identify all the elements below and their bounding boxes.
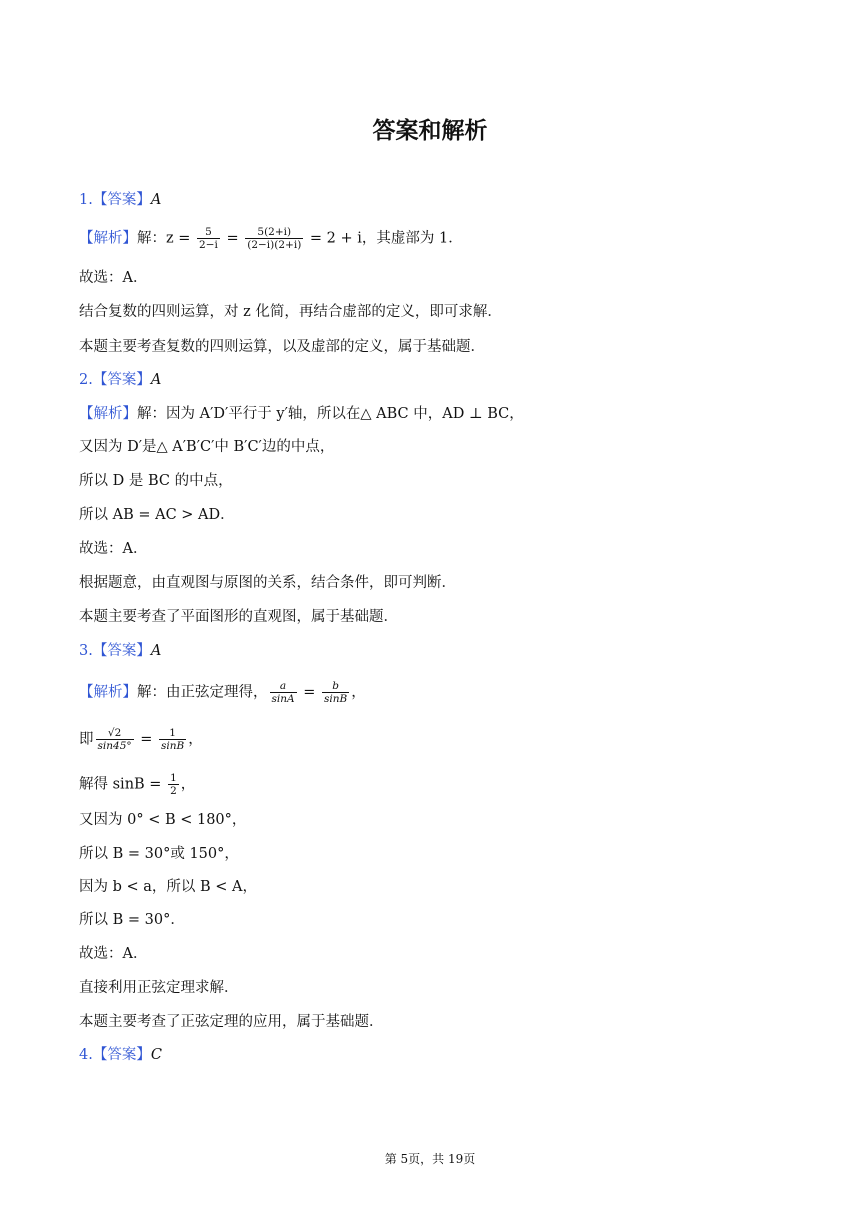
q3-f2-num: b xyxy=(332,680,339,692)
q3-hint: 直接利用正弦定理求解． xyxy=(79,980,239,996)
page-footer: 第 5页，共 19页 xyxy=(384,1152,476,1166)
q1-fraction-2 xyxy=(245,226,303,251)
q3-l3-prefix: 解得 sinB = xyxy=(79,776,167,793)
q3-fraction-2 xyxy=(322,680,349,705)
q3-solution-line-7: 所以 B = 30°． xyxy=(79,912,185,928)
q3-solution-line-5: 所以 B = 30°或 150°， xyxy=(79,846,239,862)
q1-comment: 本题主要考查复数的四则运算，以及虚部的定义，属于基础题． xyxy=(79,339,485,355)
q2-answer-line xyxy=(79,370,161,390)
q3-solution-line-6: 因为 b < a，所以 B < A， xyxy=(79,879,258,895)
q2-answer-tag: 【答案】 xyxy=(92,372,151,388)
q3-f4-num: 1 xyxy=(169,727,176,739)
q1-f1-num: 5 xyxy=(205,226,212,238)
q1-f2-den: (2−i)(2+i) xyxy=(247,239,302,251)
q3-eq: = xyxy=(298,684,320,701)
q3-choice: 故选：A． xyxy=(79,946,148,962)
q3-l2-suffix: ， xyxy=(188,731,203,748)
q1-answer: A xyxy=(150,192,162,208)
q2-solution-line-1 xyxy=(79,404,524,424)
q2-line1: 解：因为 A′D′平行于 y′轴，所以在△ ABC 中，AD ⊥ BC， xyxy=(137,406,524,422)
q3-solution-line-3 xyxy=(79,772,195,797)
q1-sol-suffix: = 2 + i，其虚部为 1． xyxy=(305,230,463,247)
q3-f1-num: a xyxy=(279,680,287,692)
q3-sol-prefix: 解：由正弦定理得， xyxy=(137,684,268,701)
q2-solution-line-4: 所以 AB = AC > AD． xyxy=(79,507,235,523)
q3-answer-tag: 【答案】 xyxy=(92,643,151,659)
q3-analysis-tag: 【解析】 xyxy=(79,684,137,701)
q3-solution-line-4: 又因为 0° < B < 180°， xyxy=(79,812,247,828)
q3-f4-den: sinB xyxy=(161,740,185,752)
q4-answer-tag: 【答案】 xyxy=(92,1047,151,1063)
q1-solution-line xyxy=(79,226,463,251)
q3-f1-den: sinA xyxy=(271,693,295,705)
q3-f3-num: √2 xyxy=(107,727,122,739)
q3-f5-den: 2 xyxy=(170,785,177,797)
q3-answer-line xyxy=(79,641,161,661)
q3-solution-line-1 xyxy=(79,680,366,705)
q1-analysis-tag: 【解析】 xyxy=(79,230,137,247)
q2-hint: 根据题意，由直观图与原图的关系，结合条件，即可判断． xyxy=(79,575,456,591)
q3-solution-line-2 xyxy=(79,727,203,752)
q1-f1-den: 2−i xyxy=(199,239,218,251)
q4-answer: C xyxy=(150,1047,162,1063)
q2-solution-line-3: 所以 D 是 BC 的中点， xyxy=(79,473,233,489)
q2-number: 2. xyxy=(79,372,93,388)
q1-fraction-1 xyxy=(197,226,220,251)
q3-fraction-4 xyxy=(159,727,186,752)
q2-comment: 本题主要考查了平面图形的直观图，属于基础题． xyxy=(79,609,398,625)
q2-answer: A xyxy=(150,372,162,388)
q1-choice: 故选：A． xyxy=(79,270,148,286)
q3-eq-2: = xyxy=(135,731,157,748)
q2-analysis-tag: 【解析】 xyxy=(79,406,137,422)
q3-fraction-3 xyxy=(96,727,134,752)
q4-answer-line xyxy=(79,1045,162,1065)
q3-f2-den: sinB xyxy=(323,693,348,705)
q1-eq: = xyxy=(221,230,244,247)
q3-fraction-1 xyxy=(270,680,297,705)
q1-sol-prefix: 解：z = xyxy=(137,230,196,247)
q3-sol-suffix: ， xyxy=(351,684,366,701)
q4-number: 4. xyxy=(79,1047,93,1063)
q3-l2-prefix: 即 xyxy=(79,731,94,748)
q3-f5-num: 1 xyxy=(170,772,177,784)
q1-answer-line xyxy=(79,190,161,210)
q2-solution-line-2: 又因为 D′是△ A′B′C′中 B′C′边的中点， xyxy=(79,439,335,455)
q1-hint: 结合复数的四则运算，对 z 化简，再结合虚部的定义，即可求解． xyxy=(79,304,502,320)
q3-number: 3. xyxy=(79,643,93,659)
q3-comment: 本题主要考查了正弦定理的应用，属于基础题． xyxy=(79,1014,384,1030)
q3-f3-den: sin45° xyxy=(97,740,132,752)
q2-choice: 故选：A． xyxy=(79,541,148,557)
page-title: 答案和解析 xyxy=(372,118,488,144)
q3-fraction-5 xyxy=(168,772,179,797)
q1-answer-tag: 【答案】 xyxy=(92,192,151,208)
q3-l3-suffix: ， xyxy=(180,776,196,793)
q1-number: 1. xyxy=(79,192,93,208)
q1-f2-num: 5(2+i) xyxy=(257,226,292,238)
q3-answer: A xyxy=(150,643,162,659)
